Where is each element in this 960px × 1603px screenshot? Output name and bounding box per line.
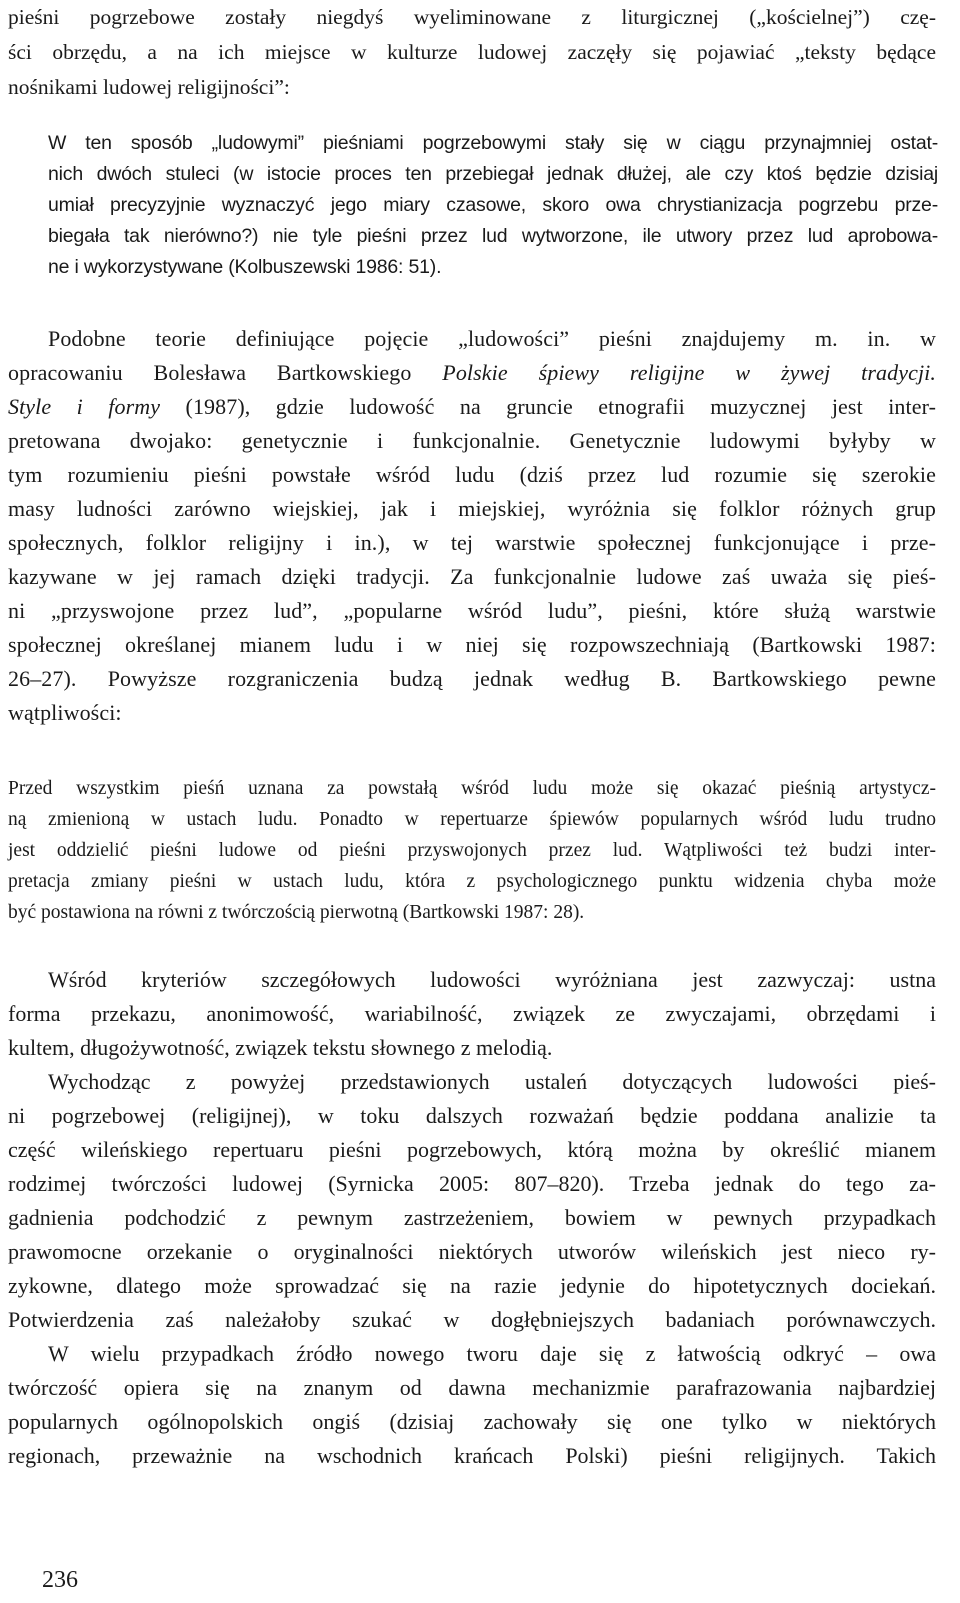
text-line: ści obrzędu, a na ich miejsce w kulturze ludowej zaczęły się pojawiać „teksty będące [8,40,936,64]
text-line: część wileńskiego repertuaru pieśni pogrzebowych, którą można by określić mianem [8,1137,936,1162]
text-line: pretowana dwojako: genetycznie i funkcjonalnie. Genetycznie ludowymi byłyby w [8,428,936,453]
block-quote-kolbuszewski [48,128,938,283]
text-line: ną zmienioną w ustach ludu. Ponadto w repertuarze śpiewów popularnych wśród ludu trudno [8,809,936,830]
text-line: 26–27). Powyższe rozgraniczenia budzą jednak według B. Bartkowskiego pewne [8,666,936,691]
text-line: nośnikami ludowej religijności”: [8,75,290,99]
text-line: kultem, długożywotność, związek tekstu słownego z melodią. [8,1035,553,1060]
book-title-italic: Style i formy [8,394,161,419]
text-line [8,390,936,424]
text-line: umiał precyzyjnie wyznaczyć jego miary czasowe, skoro owa chrystianizacja pogrzebu prze- [48,194,938,216]
body-paragraphs-criteria [8,963,936,1473]
text-line: Przed wszystkim pieśń uznana za powstałą wśród ludu może się okazać pieśnią artystycz- [8,778,936,799]
text-line: pretacja zmiany pieśni w ustach ludu, która z psychologicznego punktu widzenia chyba może [8,871,936,892]
body-paragraph-bartkowski [8,322,936,730]
text-line [8,356,936,390]
text-line: Wśród kryteriów szczegółowych ludowości wyróżniana jest zazwyczaj: ustna [48,967,936,992]
text-line: prawomocne orzekanie o oryginalności niektórych utworów wileńskich jest nieco ry- [8,1239,936,1264]
text-line: Podobne teorie definiujące pojęcie „ludowości” pieśni znajdujemy m. in. w [48,326,936,351]
block-quote-bartkowski [8,773,936,928]
text-line: tym rozumieniu pieśni powstałe wśród ludu (dziś przez lud rozumie się szerokie [8,462,936,487]
text-line: regionach, przeważnie na wschodnich krańcach Polski) pieśni religijnych. Takich [8,1443,936,1468]
page-number: 236 [42,1567,78,1593]
text-line: gadnienia podchodzić z pewnym zastrzeżeniem, bowiem w pewnych przypadkach [8,1205,936,1230]
text-run: (1987), gdzie ludowość na gruncie etnografii muzycznej jest inter- [160,394,936,419]
text-line: pieśni pogrzebowe zostały niegdyś wyeliminowane z liturgicznej („kościelnej”) czę- [8,5,936,29]
text-line: rodzimej twórczości ludowej (Syrnicka 2005: 807–820). Trzeba jednak do tego za- [8,1171,936,1196]
text-line: masy ludności zarówno wiejskiej, jak i miejskiej, wyróżnia się folklor różnych grup [8,496,936,521]
text-line: Wychodząc z powyżej przedstawionych ustaleń dotyczących ludowości pieś- [48,1069,936,1094]
text-line: Potwierdzenia zaś należałoby szukać w dogłębniejszych badaniach porównawczych. [8,1307,936,1332]
text-line: ni pogrzebowej (religijnej), w toku dalszych rozważań będzie poddana analizie ta [8,1103,936,1128]
text-line: nich dwóch stuleci (w istocie proces ten przebiegał jednak dłużej, ale czy ktoś będzie dzisiaj [48,163,938,185]
book-title-italic: Polskie śpiewy religijne w żywej tradycji. [442,360,936,385]
text-line: zykowne, dlatego może sprowadzać się na razie jedynie do hipotetycznych dociekań. [8,1273,936,1298]
text-line: społecznej określanej mianem ludu i w niej się rozpowszechniają (Bartkowski 1987: [8,632,936,657]
text-run: opracowaniu Bolesława Bartkowskiego [8,360,443,385]
text-line: być postawiona na równi z twórczością pierwotną (Bartkowski 1987: 28). [8,902,585,923]
text-line: ne i wykorzystywane (Kolbuszewski 1986: 51). [48,256,442,278]
text-line: społecznych, folklor religijny i in.), w tej warstwie społecznej funkcjonujące i prze- [8,530,936,555]
text-line: wątpliwości: [8,700,122,725]
text-line: jest oddzielić pieśni ludowe od pieśni przyswojonych przez lud. Wątpliwości też budzi inter- [8,840,936,861]
text-line: kazywane w jej ramach dzięki tradycji. Za funkcjonalnie ludowe zaś uważa się pieś- [8,564,936,589]
text-line: twórczość opiera się na znanym od dawna mechanizmie parafrazowania najbardziej [8,1375,936,1400]
text-line: biegała tak nierówno?) nie tyle pieśni przez lud wytworzone, ile utwory przez lud aprobowa- [48,225,938,247]
text-line: ni „przyswojone przez lud”, „popularne wśród ludu”, pieśni, które służą warstwie [8,598,936,623]
text-line: popularnych ogólnopolskich ongiś (dzisiaj zachowały się one tylko w niektórych [8,1409,936,1434]
intro-paragraph [8,0,936,105]
text-line: W ten sposób „ludowymi” pieśniami pogrzebowymi stały się w ciągu przynajmniej ostat- [48,132,938,154]
text-line: forma przekazu, anonimowość, wariabilność, związek ze zwyczajami, obrzędami i [8,1001,936,1026]
text-line: W wielu przypadkach źródło nowego tworu daje się z łatwością odkryć – owa [48,1341,936,1366]
